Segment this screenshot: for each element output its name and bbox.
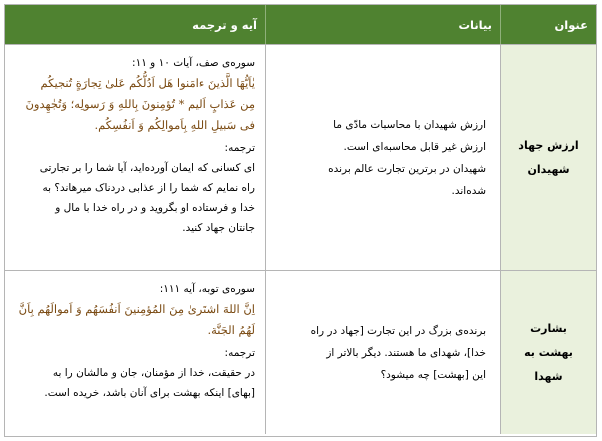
arabic-verse-line: فی سَبیلِ اللهِ بِاَموالِکُم وَ اَنفُسِکُم.: [94, 118, 255, 132]
translation-line: [بهای] اینکه بهشت برای آنان باشد، خریده است.: [44, 387, 255, 399]
row-verse-cell: [5, 271, 265, 434]
description-line: ارزش غیر قابل محاسبه‌ای است.: [343, 140, 486, 153]
row-title-line: بهشت به: [524, 345, 573, 359]
arabic-verse-line: اِنَّ اللهَ اشتَرىٰ مِنَ المُؤمِنینَ اَنفُسَهُم وَ اَموالَهُم بِاَنَّ: [18, 302, 255, 316]
table-header-row: [5, 5, 596, 44]
row-title-line: بشارت: [530, 321, 567, 335]
table-row: [5, 271, 596, 434]
verse-source: سوره‌ی صف، آیات ۱۰ و ۱۱:: [132, 57, 255, 69]
translation-line: جانتان جهاد کنید.: [182, 222, 255, 234]
row-description-cell: [265, 45, 500, 270]
row-title-line: ارزش جهاد: [518, 138, 579, 152]
content-table: [4, 4, 597, 437]
translation-line: راه نمایم که شما را از عذابی دردناک میرهاند؟ به: [42, 182, 255, 194]
row-title-cell: [500, 45, 596, 270]
translation-line: خدا و فرستاده او بگروید و در راه خدا با مال و: [55, 202, 255, 214]
row-description-cell: [265, 271, 500, 434]
description-line: خدا]، شهدای ما هستند. دیگر بالاتر از: [326, 346, 486, 359]
arabic-verse-line: مِن عَذابٍ اَلیم * تُؤمِنونَ بِاللهِ وَ رَسولِه؛ وَتُجٰهِدونَ: [25, 97, 255, 111]
row-title-cell: [500, 271, 596, 434]
row-verse-cell: [5, 45, 265, 270]
description-line: ارزش شهیدان با محاسبات مادّی ما: [333, 118, 486, 131]
arabic-verse-line: یٰاَیُّهَا الَّذینَ ءامَنوا هَل اَدُلُّکُم عَلیٰ تِجارَةٍ تُنجیکُم: [40, 76, 255, 90]
translation-label: ترجمه:: [224, 347, 255, 359]
header-verse-translation: آیه و ترجمه: [192, 17, 257, 32]
row-title-line: شهیدان: [527, 162, 570, 176]
description-line: شده‌اند.: [451, 184, 486, 197]
description-line: شهیدان در برترین تجارت عالم برنده: [328, 162, 486, 175]
verse-source: سوره‌ی توبه، آیه ۱۱۱:: [159, 283, 255, 295]
header-title: عنوان: [500, 5, 596, 44]
description-line: برنده‌ی بزرگ در این تجارت [جهاد در راه: [310, 324, 486, 337]
translation-label: ترجمه:: [224, 142, 255, 154]
arabic-verse-line: لَهُمُ الجَنَّة.: [207, 323, 255, 337]
translation-line: ای کسانی که ایمان آورده‌اید، آیا شما را بر تجارتی: [39, 162, 255, 174]
description-line: این [بهشت] چه میشود؟: [380, 368, 486, 381]
translation-line: در حقیقت، خدا از مؤمنان، جان و مالشان را به: [52, 367, 255, 379]
header-description: بیانات: [265, 5, 500, 44]
row-title-line: شهدا: [534, 369, 563, 383]
table-row: [5, 44, 596, 271]
